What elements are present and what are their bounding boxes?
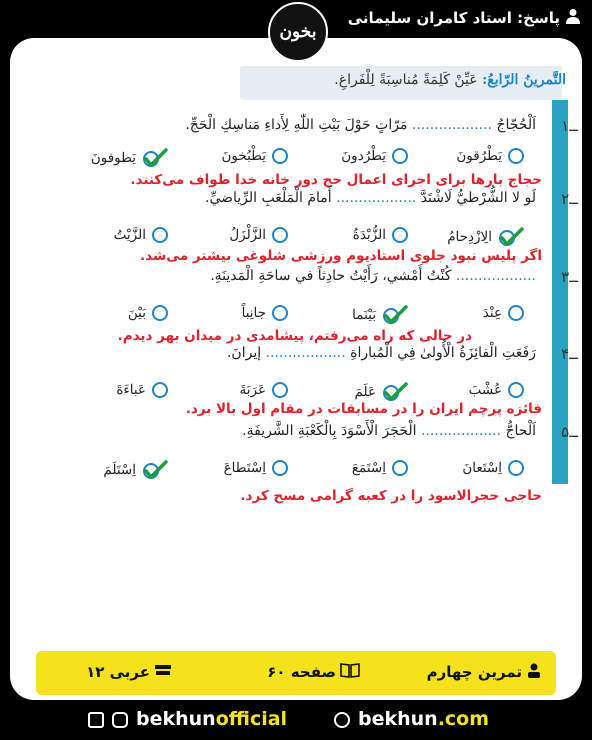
option-2-b[interactable]: الزُّبْدَةُ (353, 227, 408, 243)
social-handle[interactable]: bekhunofficial (136, 708, 288, 730)
option-4-a[interactable]: عُشْبَ (469, 382, 524, 398)
translation-4: فائزه پرچم ایران را در مسابقات در مقام اول بالا برد. (185, 401, 542, 417)
globe-icon (334, 712, 350, 728)
question-number: ۲ــ (561, 190, 578, 208)
option-2-c[interactable]: الزَّلْزَلُ (229, 227, 288, 243)
footer-exercise: تمرین چهارم (427, 662, 542, 682)
check-icon (382, 382, 408, 402)
option-3-b-correct[interactable]: بَيْنَما (352, 305, 408, 325)
question-number: ۵ــ (561, 423, 578, 441)
option-3-c[interactable]: جانِباً (242, 305, 288, 321)
check-icon (498, 227, 524, 247)
check-icon (382, 305, 408, 325)
question-3-text: .................. كُنْتُ أَمْشي، رَأَيْتُ حادِثاً في ساحَةِ الْمَدينَةِ. (210, 268, 536, 284)
option-5-a[interactable]: اِسْتَعانَ (462, 460, 524, 476)
radio-icon (508, 460, 524, 476)
question-4-text: رَفَعَتِ الْفائِزَةُ الْأُولىٰ فِي الْمُباراةِ .................. إيرانَ. (226, 345, 536, 361)
exercise-title (334, 72, 566, 88)
check-icon (142, 148, 168, 168)
radio-icon (272, 227, 288, 243)
exercise-instruction: عَيِّنْ كَلِمَةً مُناسِبَةً لِلْفَراغِ. (334, 72, 478, 88)
option-3-a[interactable]: عِنْدَ (483, 305, 524, 321)
book-open-icon (340, 662, 360, 682)
option-5-c[interactable]: اِسْتَطاعَ (224, 460, 288, 476)
footer-book: عربی ۱۲ (86, 662, 172, 682)
radio-icon (508, 382, 524, 398)
question-number: ۳ــ (561, 268, 578, 286)
option-3-d[interactable]: بَيْنَ (128, 305, 168, 321)
radio-icon (152, 227, 168, 243)
radio-icon (272, 148, 288, 164)
question-2-text: لَو لا الشُّرْطيُّ لَاشْتَدَّ .................. أَمامَ الْمَلْعَبِ الرِّياضيِّ. (205, 190, 536, 206)
option-4-c[interactable]: عَرَبَةَ (240, 382, 289, 398)
brand-logo: بخون (268, 2, 328, 62)
books-icon (154, 662, 172, 682)
option-5-b[interactable]: اِسْتَمَعَ (352, 460, 408, 476)
exercise-label: التَّمرينُ الرّابعُ: (482, 72, 566, 88)
question-number: ۱ــ (561, 117, 578, 135)
translation-2: اگر پلیس نبود جلوی استادیوم ورزشی شلوغی بیشتر می‌شد. (140, 248, 542, 264)
answer-credit (348, 8, 580, 28)
radio-icon (392, 227, 408, 243)
translation-3: در حالی که راه می‌رفتم، پیشامدی در میدان بهر دیدم. (117, 328, 472, 344)
question-1-text: اَلْحُجّاجُ .................. مَرّاتٍ حَوْلَ بَيْتِ اللّٰهِ لِأَداءِ مَناسِكِ الْحَجِّ. (185, 117, 536, 133)
radio-icon (508, 305, 524, 321)
worksheet-card (10, 38, 582, 700)
radio-icon (152, 382, 168, 398)
user-icon (566, 8, 580, 28)
option-1-a[interactable]: يَطْرُقونَ (456, 148, 524, 164)
radio-icon (272, 382, 288, 398)
translation-5: حاجی حجرالاسود را در کعبه گرامی مسح کرد. (240, 488, 542, 504)
radio-icon (392, 460, 408, 476)
option-2-a-correct[interactable]: الِازْدِحامُ (447, 227, 524, 247)
radio-icon (508, 148, 524, 164)
option-1-b[interactable]: يَطْرُدونَ (341, 148, 408, 164)
telegram-icon[interactable] (88, 712, 104, 728)
instagram-icon[interactable] (112, 712, 128, 728)
student-icon (526, 662, 542, 682)
question-number: ۴ــ (561, 345, 578, 363)
option-2-d[interactable]: الزَّيْتُ (114, 227, 168, 243)
option-4-d[interactable]: عَباءَةَ (116, 382, 168, 398)
radio-icon (392, 148, 408, 164)
option-5-d-correct[interactable]: اِسْتَلَمَ (103, 460, 168, 480)
check-icon (142, 460, 168, 480)
question-5-text: اَلْحاجُّ .................. الْحَجَرَ الْأَسْوَدَ بِالْكَعْبَةِ الشَّريفَةِ. (242, 423, 536, 439)
option-4-b-correct[interactable]: عَلَمَ (354, 382, 408, 402)
footer-bar (36, 651, 556, 695)
radio-icon (272, 305, 288, 321)
option-1-c[interactable]: يَطْبُخونَ (221, 148, 288, 164)
footer-page: صفحه ۶۰ (267, 662, 360, 682)
answer-label: پاسخ: استاد کامران سلیمانی (347, 9, 560, 27)
bottom-bar (0, 700, 592, 740)
option-1-d-correct[interactable]: يَطوفونَ (91, 148, 168, 168)
radio-icon (152, 305, 168, 321)
website-link[interactable]: bekhun.com (358, 708, 490, 730)
translation-1: حجاج بارها برای اجرای اعمال حج دور خانه خدا طواف می‌کنند. (130, 172, 542, 188)
radio-icon (272, 460, 288, 476)
